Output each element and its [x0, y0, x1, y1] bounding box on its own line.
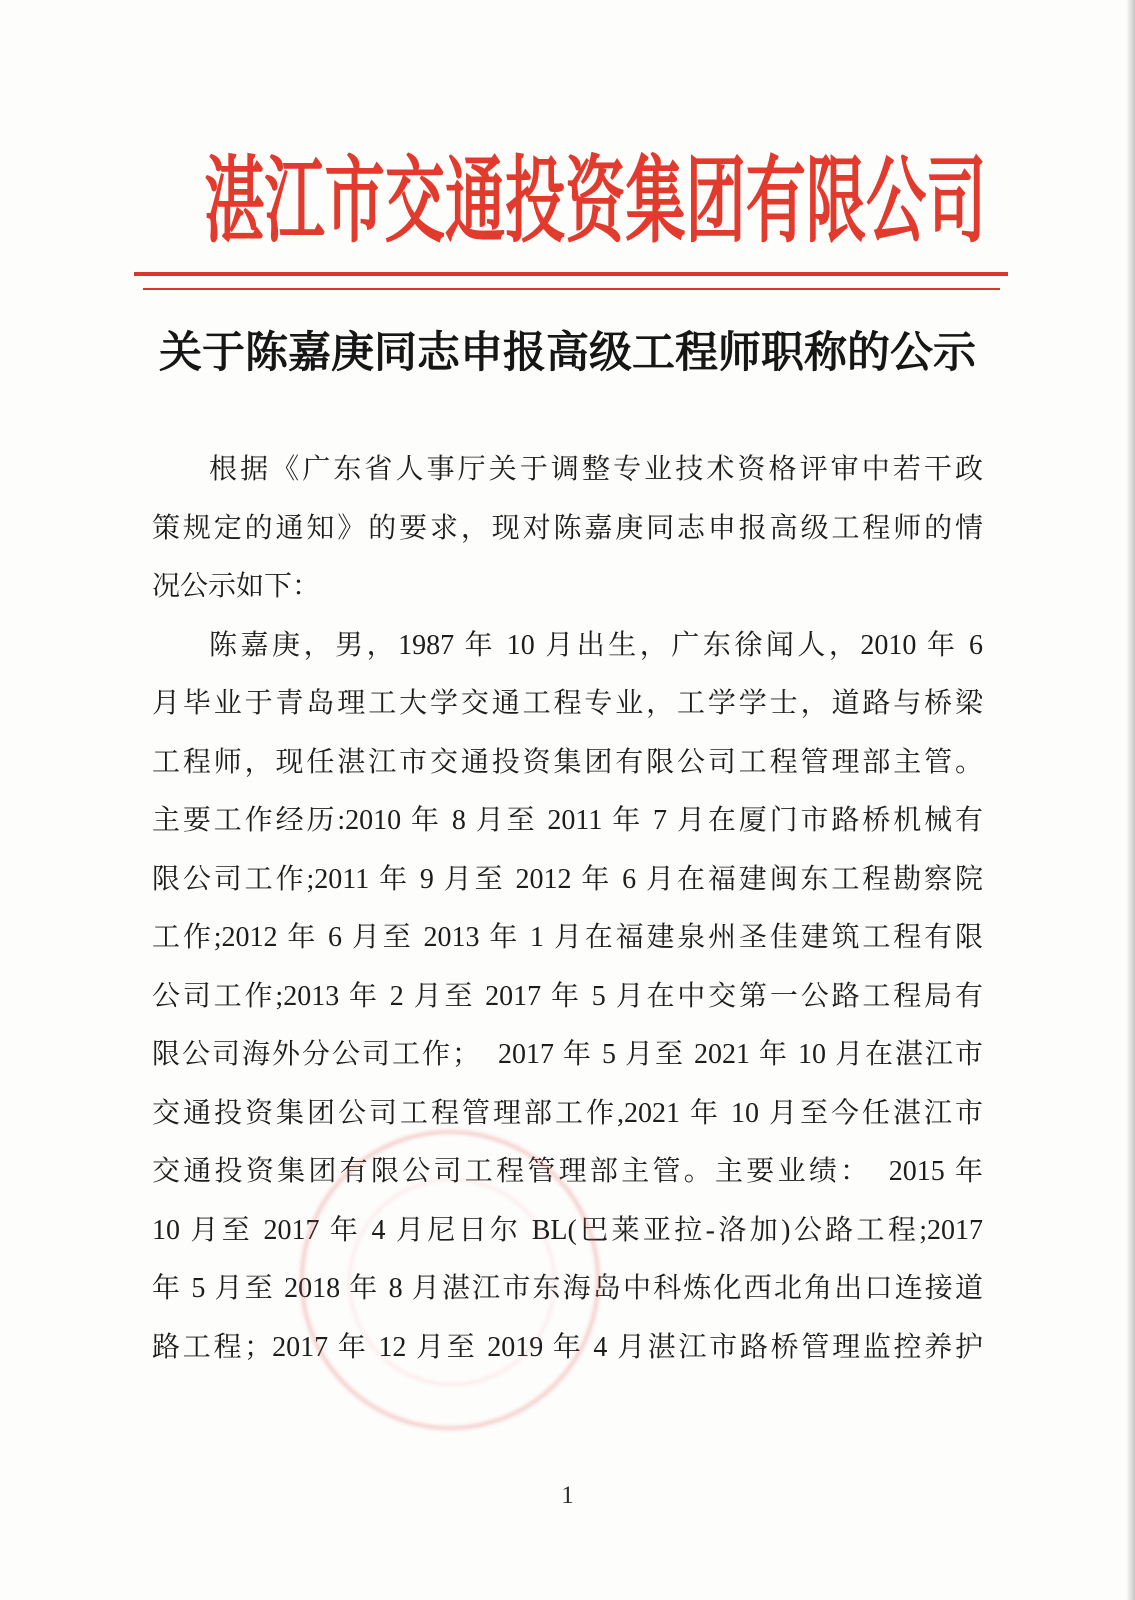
body-line: 况公示如下： — [152, 571, 321, 602]
letterhead-rule-top — [134, 272, 1008, 276]
body-line: 月毕业于青岛理工大学交通工程专业，工学学士，道路与桥梁 — [152, 688, 983, 719]
official-seal-stamp — [300, 1130, 600, 1430]
letterhead-company-name: 湛江市交通投资集团有限公司 — [204, 150, 987, 254]
body-line: 根据《广东省人事厅关于调整专业技术资格评审中若干政 — [209, 454, 983, 485]
letterhead-rule-bottom — [143, 288, 1000, 290]
document-title: 关于陈嘉庚同志申报高级工程师职称的公示 — [159, 330, 976, 377]
body-line: 策规定的通知》的要求，现对陈嘉庚同志申报高级工程师的情 — [152, 512, 983, 544]
body-line: 陈嘉庚，男，1987 年 10 月出生，广东徐闻人，2010 年 6 — [209, 629, 983, 661]
body-line: 公司工作;2013 年 2 月至 2017 年 5 月在中交第一公路工程局有 — [152, 980, 983, 1012]
body-line: 工作;2012 年 6 月至 2013 年 1 月在福建泉州圣佳建筑工程有限 — [152, 922, 983, 953]
body-line: 年 5 月至 2018 年 8 月湛江市东海岛中科炼化西北角出口连接道 — [152, 1273, 983, 1304]
body-line: 限公司海外分公司工作； 2017 年 5 月至 2021 年 10 月在湛江市 — [152, 1039, 983, 1070]
body-line: 交通投资集团有限公司工程管理部主管。主要业绩： 2015 年 — [152, 1156, 983, 1187]
official-seal-inner-ring — [348, 1178, 556, 1386]
body-line: 主要工作经历:2010 年 8 月至 2011 年 7 月在厦门市路桥机械有 — [152, 805, 983, 836]
body-line: 限公司工作;2011 年 9 月至 2012 年 6 月在福建闽东工程勘察院 — [152, 863, 983, 895]
body-line: 交通投资集团公司工程管理部工作,2021 年 10 月至今任湛江市 — [152, 1097, 983, 1129]
body-line: 工程师，现任湛江市交通投资集团有限公司工程管理部主管。 — [152, 746, 983, 778]
body-line: 10 月至 2017 年 4 月尼日尔 BL(巴莱亚拉-洛加)公路工程;2017 — [152, 1214, 983, 1246]
page-number: 1 — [561, 1482, 574, 1509]
scan-edge-shadow — [1126, 0, 1135, 1600]
body-line: 路工程；2017 年 12 月至 2019 年 4 月湛江市路桥管理监控养护 — [152, 1331, 983, 1363]
